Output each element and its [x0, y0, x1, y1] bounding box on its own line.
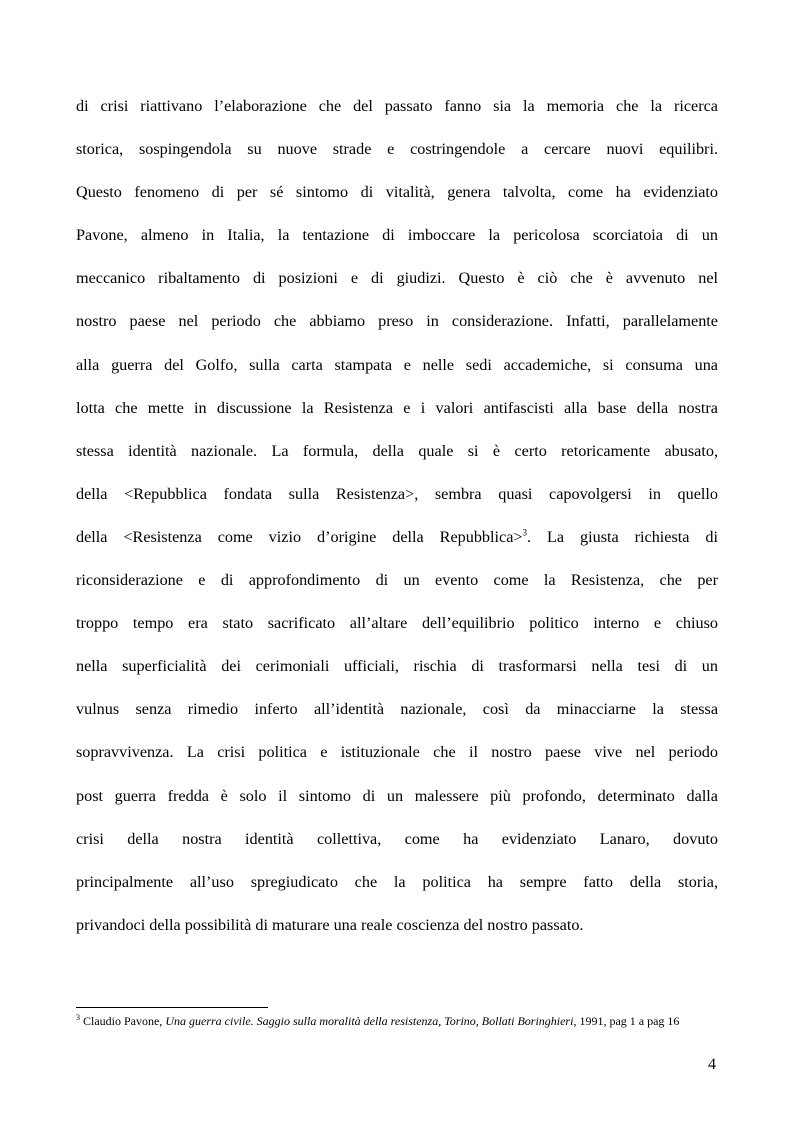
text-line-3: Questo fenomeno di per sé sintomo di vitalità, genera talvolta, come ha evidenziato — [76, 183, 718, 202]
footnote-details: , 1991, pag 1 a pag 16 — [573, 1014, 680, 1028]
footnote-title: Una guerra civile. Saggio sulla moralità della resistenza, Torino, Bollati Boringhieri — [165, 1014, 574, 1028]
text-line-7: alla guerra del Golfo, sulla carta stampata e nelle sedi accademiche, si consuma una — [76, 355, 718, 374]
text-line-12: riconsiderazione e di approfondimento di un evento come la Resistenza, che per — [76, 571, 718, 590]
text-line-15: vulnus senza rimedio inferto all’identità nazionale, così da minacciarne la stessa — [76, 700, 718, 719]
text-line-11 — [76, 516, 718, 559]
text-line-18: crisi della nostra identità collettiva, come ha evidenziato Lanaro, dovuto — [76, 829, 718, 848]
footnote-author: Claudio Pavone, — [80, 1014, 166, 1028]
text-line-13: troppo tempo era stato sacrificato all’altare dell’equilibrio politico interno e chiuso — [76, 614, 718, 633]
footnote-reference[interactable]: 3 — [522, 527, 528, 538]
text-line-11-end: . La giusta richiesta di — [527, 527, 718, 546]
text-line-1: di crisi riattivano l’elaborazione che del passato fanno sia la memoria che la ricerca — [76, 97, 718, 115]
footnote-number: 3 — [76, 1013, 80, 1022]
text-line-10: della <Repubblica fondata sulla Resistenza>, sembra quasi capovolgersi in quello — [76, 484, 718, 503]
text-line-14: nella superficialità dei cerimoniali ufficiali, rischia di trasformarsi nella tesi di un — [76, 657, 718, 676]
footnote-separator — [76, 1007, 268, 1008]
text-line-19: principalmente all’uso spregiudicato che la politica ha sempre fatto della storia, — [76, 872, 718, 891]
text-line-2: storica, sospingendola su nuove strade e costringendole a cercare nuovi equilibri. — [76, 140, 718, 159]
text-line-16: sopravvivenza. La crisi politica e istituzionale che il nostro paese vive nel periodo — [76, 743, 718, 762]
footnote — [76, 1014, 718, 1029]
text-line-6: nostro paese nel periodo che abbiamo preso in considerazione. Infatti, parallelamente — [76, 312, 718, 331]
text-line-17: post guerra fredda è solo il sintomo di un malessere più profondo, determinato dalla — [76, 786, 718, 805]
text-line-8: lotta che mette in discussione la Resistenza e i valori antifascisti alla base della nostra — [76, 398, 718, 417]
page-number: 4 — [708, 1056, 716, 1073]
text-line-5: meccanico ribaltamento di posizioni e di giudizi. Questo è ciò che è avvenuto nel — [76, 269, 718, 288]
text-line-4: Pavone, almeno in Italia, la tentazione di imboccare la pericolosa scorciatoia di un — [76, 226, 718, 245]
text-line-11-start: della <Resistenza come vizio d’origine della Repubblica> — [76, 527, 523, 546]
text-line-9: stessa identità nazionale. La formula, della quale si è certo retoricamente abusato, — [76, 441, 718, 460]
body-text — [76, 85, 718, 947]
text-line-20: privandoci della possibilità di maturare una reale coscienza del nostro passato. — [76, 915, 584, 934]
